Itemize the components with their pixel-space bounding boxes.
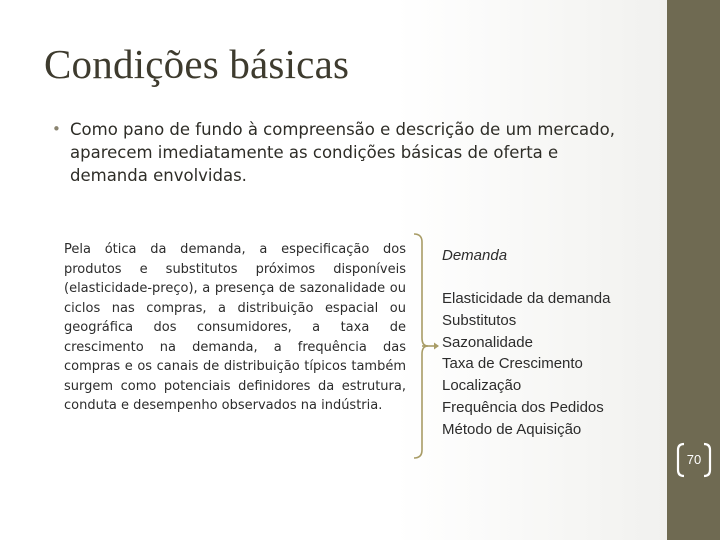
bullet-dot-icon: •	[52, 120, 61, 138]
demand-item: Localização	[442, 377, 522, 395]
slide-title: Condições básicas	[44, 41, 350, 87]
page-number-badge	[676, 442, 720, 478]
demand-box	[442, 246, 662, 441]
bracket-arrow-icon	[414, 232, 440, 460]
bullet-point	[52, 118, 632, 187]
demand-title: Demanda	[442, 247, 508, 264]
demand-item: Substitutos	[442, 311, 517, 329]
demand-item: Taxa de Crescimento	[442, 355, 583, 373]
demand-description-paragraph: Pela ótica da demanda, a especificação dos produtos e substitutos próximos disponíveis (elasticidade-preço), a presença de sazonalidade ou ciclos nas compras, a distribuição espacial ou geográfica dos consumidores, a taxa de crescimento na demanda, a frequência das compras e os canais de distribuição típicos também surgem como potenciais definidores da estrutura, conduta e desempenho observados na indústria.	[64, 242, 406, 413]
bullet-text: Como pano de fundo à compreensão e descrição de um mercado, aparecem imediatamente as condições básicas de oferta e demanda envolvidas.	[70, 120, 615, 185]
demand-item: Sazonalidade	[442, 333, 533, 351]
page-number: 70	[686, 452, 702, 467]
demand-item: Método de Aquisição	[442, 420, 582, 438]
demand-item: Elasticidade da demanda	[442, 290, 611, 307]
demand-item: Frequência dos Pedidos	[442, 398, 604, 416]
